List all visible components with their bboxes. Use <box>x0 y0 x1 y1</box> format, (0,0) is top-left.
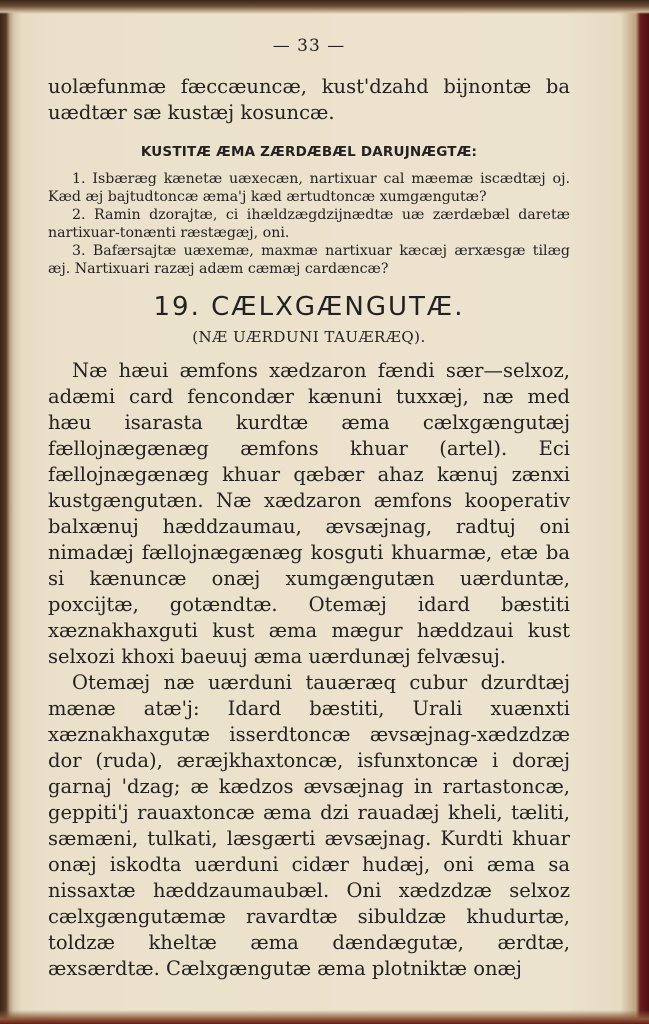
paragraph: Næ hæui æmfons xædzaron fændi sær—selxoz, adæmi card fencondær kænuni tuxxæj, næ med hæu isarasta kurdtæ æma cælxgængutæj fællojnægænæg æmfons khuar (artel). Eci fællojnægænæg khuar qæbær ahaz kænuj zænxi kustgængutæn. Næ xædzaron æmfons kooperativ balxænuj hæddzaumau, ævsæjnag, radtuj oni nimadæj fællojnægænæg kosguti khuarmæ, etæ ba si kænuncæ onæj xumgængutæn uærduntæ, poxcijtæ, gotændtæ. Otemæj idard bæstiti xæznakhaxguti kust æma mægur hæddzaui kust selxozi khoxi baeuuj æma uærdunæj felvæsuj. <box>48 359 570 668</box>
chapter-subtitle: (NÆ UÆRDUNI TAUÆRÆQ). <box>192 328 426 346</box>
question-item: 2. Ramin dzorajtæ, ci ihældzægdzijnædtæ uæ zærdæbæl daretæ nartixuar-tonænti ræstægæj, oni. <box>48 207 570 241</box>
top-edge-shadow <box>0 0 649 14</box>
questions-heading: KUSTITÆ ÆMA ZÆRDÆBÆL DARUJNÆGTÆ: <box>140 144 478 160</box>
opening-paragraph: uolæfunmæ fæccæuncæ, kust'dzahd bijnontæ ba uædtær sæ kustæj kosuncæ. <box>48 75 570 124</box>
page-content <box>48 36 570 982</box>
paragraph: Otemæj næ uærduni tauæræq cubur dzurdtæj mænæ atæ'j: Idard bæstiti, Urali xuænxti xæznakhaxgutæ isserdtoncæ ævsæjnag-xædzdzæ dor (ruda), æræjkhaxtoncæ, isfunxtoncæ i doræj garnaj 'dzag; æ kædzos ævsæjnag in rartastoncæ, geppiti'j rauaxtoncæ æma dzi rauadæj kheli, tæliti, sæmæni, tulkati, læsgærti ævsæjnag. Kurdti khuar onæj iskodta uærduni cidær hudæj, oni æma sa nissaxtæ hæddzaumaubæl. Oni xædzdzæ selxoz cælxgængutæmæ ravardtæ sibuldzæ khudurtæ, toldzæ kheltæ æma dændægutæ, ærdtæ, æxsærdtæ. Cælxgængutæ æma plotniktæ onæj <box>48 671 570 980</box>
question-item: 1. Isbæræg kænetæ uæxecæn, nartixuar cal mæemæ iscædtæj oj. Kæd æj bajtudtoncæ æma'j kæd ærtudtoncæ xumgængutæ? <box>48 171 570 205</box>
questions-list <box>48 170 570 278</box>
page-number: — 33 — <box>272 36 346 56</box>
bottom-edge-binding <box>0 1010 649 1024</box>
chapter-title: 19. CÆLXGÆNGUTÆ. <box>153 292 465 322</box>
question-item: 3. Bafærsajtæ uæxemæ, maxmæ nartixuar kæcæj ærxæsgæ tilæg æj. Nartixuari razæj adæm cæmæj cardæncæ? <box>48 243 570 277</box>
